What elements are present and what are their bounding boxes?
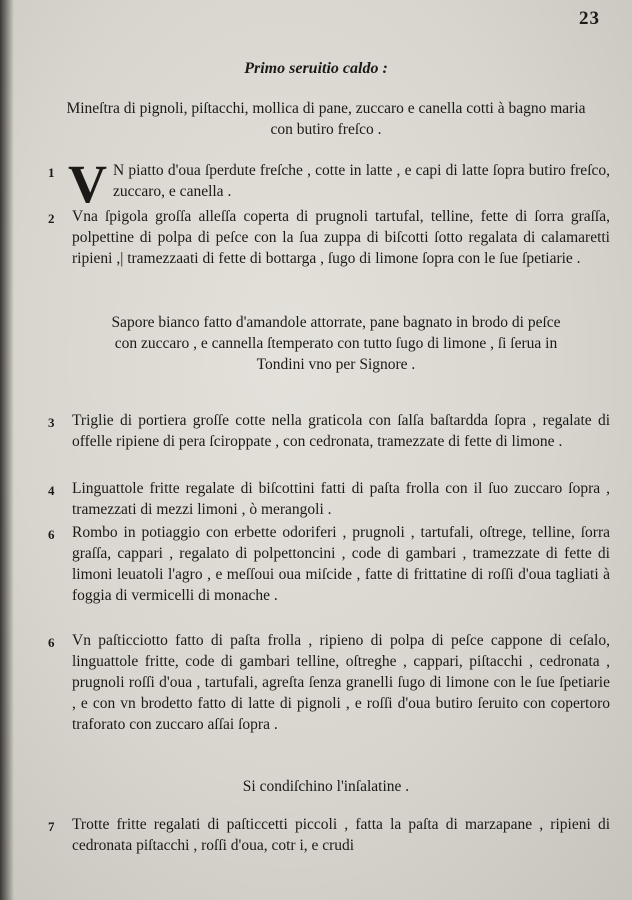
- entry-number: 7: [48, 819, 55, 834]
- entry-number: 6: [48, 635, 55, 650]
- entry-4: [48, 478, 610, 520]
- entry-7: [48, 814, 610, 856]
- minestra-heading: Mineſtra di pignoli, piſtacchi, mollica di pane, zuccaro e canella cotti à bagno maria con butiro freſco .: [66, 100, 586, 138]
- entry-text: Vna ſpigola groſſa alleſſa coperta di prugnoli tartufal, telline, fette di ſorra graſſa, polpettine di polpa di peſce con la ſua zuppa di biſcotti ſotto regalata di calamaretti ripieni ,| tramezzaati di fette di bottarga , ſugo di limone ſopra con le ſue ſpetiarie .: [72, 208, 610, 267]
- entry-text: Vn paſticciotto fatto di paſta frolla , ripieno di polpa di peſce cappone di ceſalo, linguattole fritte, code di gambari telline, oſtreghe , cappari, piſtacchi , cedronata , prugnoli roſſi d'oua , tartufali, agreſta ſenza granelli ſugo di limone con le ſue ſpetiarie , e con vn brodetto fatto di latte di pignoli , e roſſi d'oua butiro ſeruito con copertoro traforato con zuccaro aſſai ſopra .: [72, 632, 610, 733]
- entry-number: 6: [48, 527, 55, 542]
- page-number: 23: [579, 8, 600, 29]
- sapore-heading: Sapore bianco fatto d'amandole attorrate, pane bagnato in brodo di peſce con zuccaro , e cannella ſtemperato con tutto ſugo di limone , ſi ſerua in Tondini vno per Signore .: [111, 314, 561, 373]
- entry-number: 3: [48, 415, 55, 430]
- entry-6: [48, 630, 610, 735]
- drop-cap-initial: V: [68, 154, 107, 214]
- entry-text: Triglie di portiera groſſe cotte nella graticola con ſalſa baſtardda ſopra , regalate di offelle ripiene di pera ſciroppate , con cedronata, tramezzate di fette di limone .: [72, 412, 610, 450]
- entry-text: Linguattole fritte regalate di biſcottini fatti di paſta frolla con il ſuo zuccaro ſopra , tramezzati di mezzi limoni , ò merangoli .: [72, 480, 610, 518]
- entry-number: 2: [48, 211, 55, 226]
- entry-5: [48, 522, 610, 606]
- running-title: Primo seruitio caldo :: [244, 60, 388, 77]
- entry-number: 4: [48, 483, 55, 498]
- condimento-heading: Si condiſchino l'inſalatine .: [242, 778, 410, 795]
- entry-number: 1: [48, 165, 55, 180]
- entry-text: Rombo in potiaggio con erbette odoriferi , prugnoli , tartufali, oſtrege, telline, ſorra graſſa, cappari , regalato di polpettoncini , code di gambari , tramezzate di fette di limoni leuatoli l'agro , e meſſoui oua miſcide , fatte di frittatine di roſſi d'oua tagliati à foggia di vermicelli di monache .: [72, 524, 610, 604]
- entry-2: [48, 206, 610, 269]
- entry-3: [48, 410, 610, 452]
- page-shadow-edge: [0, 0, 14, 900]
- entry-text: Trotte fritte regalati di paſticcetti piccoli , fatta la paſta di marzapane , ripieni di cedronata piſtacchi , roſſi d'oua, cotr i, e crudi: [72, 816, 610, 854]
- entry-1: [48, 154, 610, 214]
- entry-text: N piatto d'oua ſperdute freſche , cotte in latte , e capi di latte ſopra butiro freſco, zuccaro, e canella .: [113, 162, 610, 200]
